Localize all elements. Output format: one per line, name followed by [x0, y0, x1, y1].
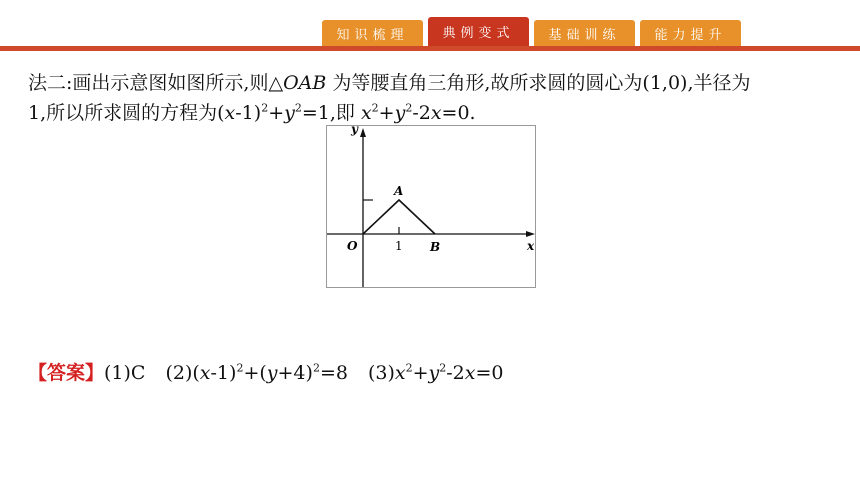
answer-part2-e: =8 [319, 362, 348, 384]
exponent: 2 [371, 101, 379, 115]
label-a: A [394, 184, 404, 198]
solution-line1-start: 法二:画出示意图如图所示,则 [28, 72, 269, 94]
tab-examples[interactable]: 典例变式 [428, 17, 529, 46]
solution-line2-start: 1,所以所求圆的方程为( [28, 102, 225, 124]
answer-part2-c: +( [243, 362, 267, 384]
var-y: y [284, 102, 295, 124]
answer-part2-d: +4) [277, 362, 313, 384]
var-y: y [266, 362, 278, 384]
label-y: y [351, 126, 358, 136]
plus-sign: + [378, 102, 395, 124]
minus-one: -1) [235, 102, 262, 124]
var-x: x [430, 102, 442, 124]
x-axis-arrow [526, 231, 535, 237]
answer-line [28, 358, 504, 388]
var-x: x [464, 362, 476, 384]
exponent: 2 [405, 101, 413, 115]
nav-tabs [322, 17, 741, 46]
label-x: x [527, 239, 535, 253]
header-divider [0, 46, 860, 51]
answer-tag: 【答案】 [28, 362, 105, 384]
plus-sign: + [268, 102, 285, 124]
equals-zero: =0. [441, 102, 476, 124]
var-x: x [394, 362, 406, 384]
y-axis-arrow [360, 128, 366, 137]
tab-basic-training[interactable]: 基础训练 [534, 20, 635, 46]
exponent: 2 [405, 361, 413, 375]
label-o: O [347, 239, 358, 253]
tab-ability-improvement[interactable]: 能力提升 [640, 20, 741, 46]
answer-part3-b: -2 [446, 362, 465, 384]
exponent: 2 [236, 361, 244, 375]
exponent: 2 [312, 361, 320, 375]
coordinate-diagram [327, 126, 535, 287]
answer-part3: (3) [367, 362, 395, 384]
triangle-figure [326, 125, 536, 288]
exponent: 2 [261, 101, 269, 115]
exponent: 2 [294, 101, 302, 115]
top-bar [0, 0, 860, 56]
answer-part2: (2)( [165, 362, 200, 384]
answer-part3-c: =0 [475, 362, 504, 384]
label-b: B [430, 240, 441, 254]
var-y: y [428, 362, 440, 384]
solution-text [28, 68, 838, 128]
triangle-name: OAB [283, 72, 327, 94]
var-x: x [199, 362, 211, 384]
tab-knowledge-review[interactable]: 知识梳理 [322, 20, 423, 46]
answer-part1: (1)C [104, 362, 146, 384]
answer-part2-b: -1) [210, 362, 237, 384]
plus-sign: + [412, 362, 429, 384]
label-tick-1: 1 [395, 239, 403, 253]
var-x: x [360, 102, 372, 124]
var-x: x [224, 102, 236, 124]
minus-two: -2 [412, 102, 431, 124]
equals-one: =1,即 [301, 102, 361, 124]
var-y: y [394, 102, 406, 124]
triangle-symbol: △ [268, 72, 284, 94]
solution-line1-end: 为等腰直角三角形,故所求圆的圆心为(1,0),半径为 [332, 72, 751, 94]
exponent: 2 [439, 361, 447, 375]
